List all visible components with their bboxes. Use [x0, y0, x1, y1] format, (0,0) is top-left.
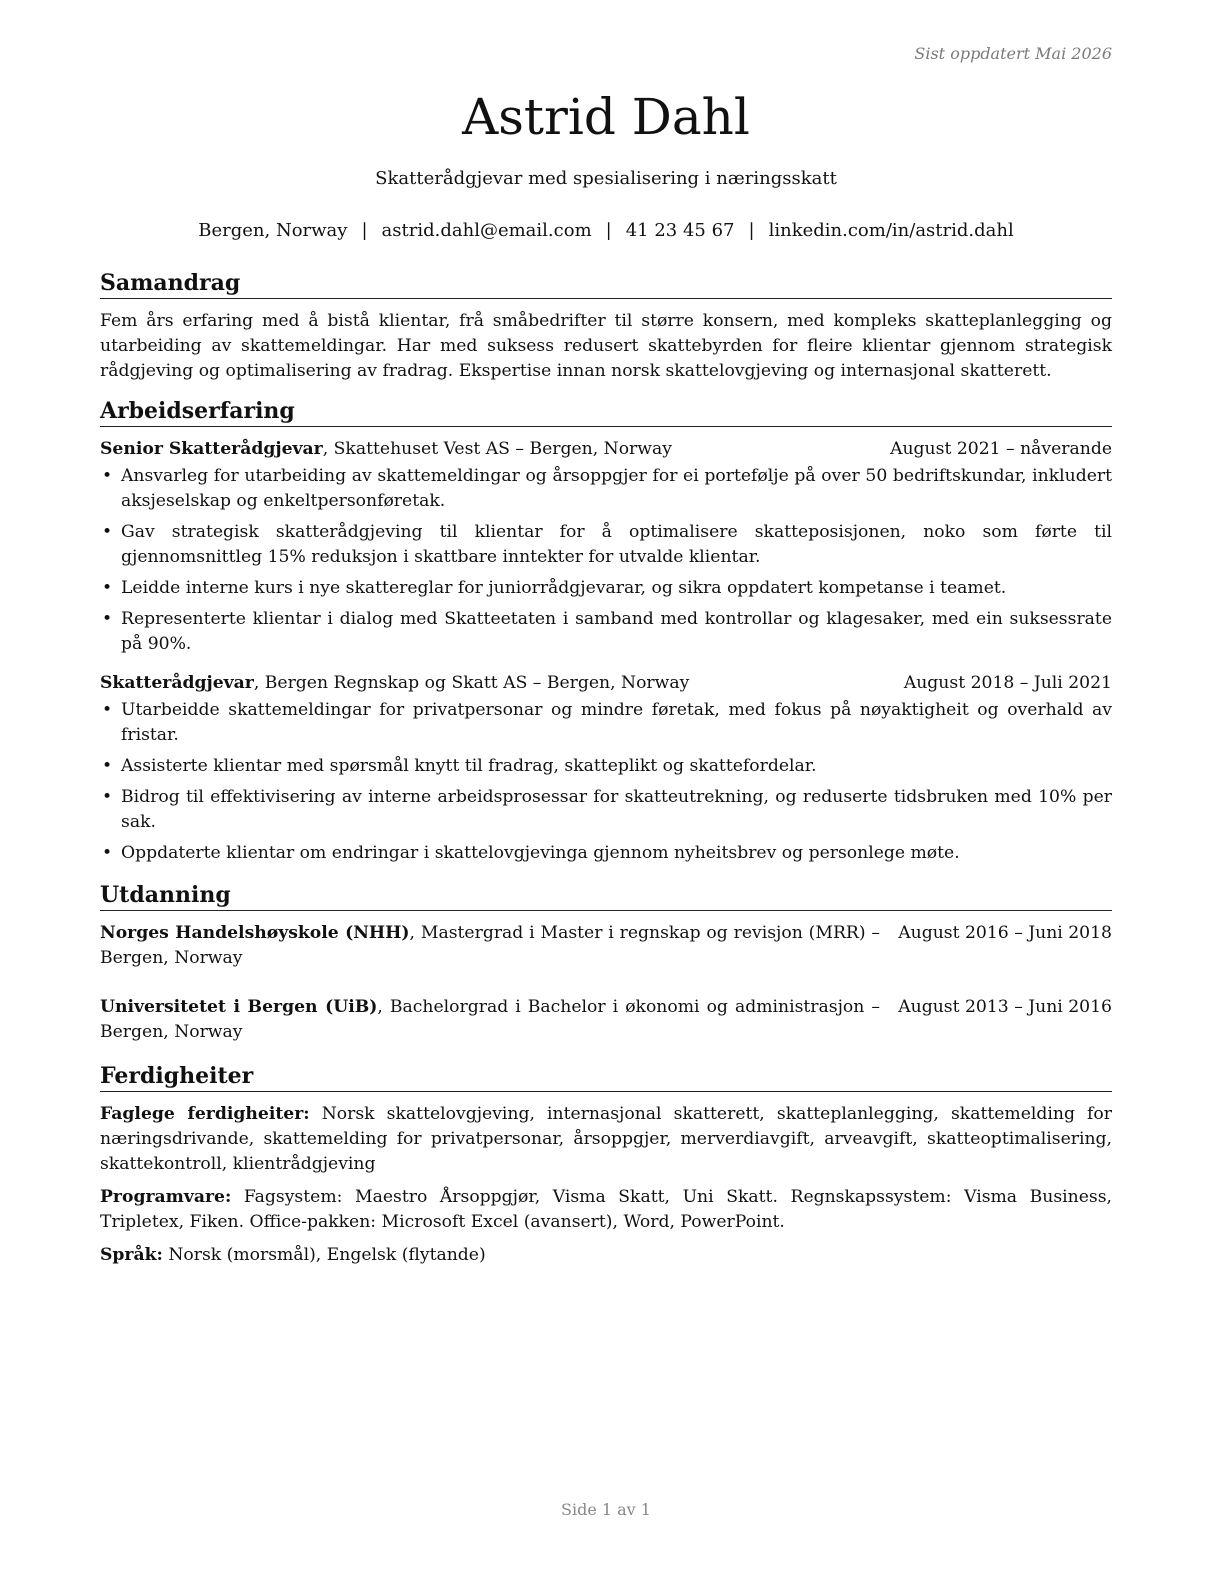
- skill-text: Norsk (morsmål), Engelsk (flytande): [162, 1245, 486, 1265]
- job-bullet: • Bidrog til effektivisering av interne arbeidsprosessar for skatteutrekning, og reduserte tidsbruken med 10% per sak.: [100, 785, 1112, 835]
- last-updated: Sist oppdatert Mai 2026: [914, 44, 1112, 63]
- skill-entry: [100, 1243, 1112, 1268]
- job-dates: August 2018 – Juli 2021: [903, 673, 1112, 693]
- job-bullet: • Oppdaterte klientar om endringar i skattelovgjevinga gjennom nyheitsbrev og personlege møte.: [100, 841, 1112, 866]
- job-header: [100, 437, 1112, 462]
- section-title-experience: Arbeidserfaring: [100, 396, 1112, 427]
- job-title-line: [100, 437, 672, 462]
- candidate-name: Astrid Dahl: [462, 88, 750, 146]
- candidate-subtitle: Skatterådgjevar med spesialisering i næringsskatt: [375, 168, 837, 189]
- summary-text: Fem års erfaring med å bistå klientar, frå småbedrifter til større konsern, med kompleks skatteplanlegging og utarbeiding av skattemeldingar. Har med suksess redusert skattebyrden for fleire klientar gjennom strategisk rådgjeving og optimalisering av fradrag. Ekspertise innan norsk skattelovgjeving og internasjonal skatterett.: [100, 311, 1112, 381]
- page-footer: Side 1 av 1: [561, 1500, 651, 1519]
- job-role: Senior Skatterådgjevar: [100, 439, 323, 459]
- education-section: [100, 880, 1112, 1045]
- job-dates: August 2021 – nåverande: [890, 439, 1112, 459]
- job-list: [100, 437, 1112, 866]
- job-bullet: • Representerte klientar i dialog med Skatteetaten i samband med kontrollar og klagesaker, med ein suksessrate på 90%.: [100, 607, 1112, 657]
- summary-section: [100, 268, 1112, 384]
- resume-page: [100, 0, 1112, 1584]
- skill-label: Faglege ferdigheiter:: [100, 1104, 310, 1124]
- education-entry: [100, 921, 1112, 971]
- contact-separator: |: [605, 220, 612, 241]
- job-title-line: [100, 671, 689, 696]
- education-list: [100, 921, 1112, 1045]
- job-bullets: [100, 698, 1112, 866]
- section-title-skills: Ferdigheiter: [100, 1061, 1112, 1092]
- skill-text: Norsk skattelovgjeving, internasjonal skatterett, skatteplanlegging, skattemelding for næringsdrivande, skattemelding for privatpersonar, årsoppgjer, merverdiavgift, arveavgift, skatteoptimalisering, skattekontroll, klientrådgjeving: [100, 1104, 1112, 1174]
- contact-email[interactable]: astrid.dahl@email.com: [381, 220, 592, 241]
- job-bullet: • Ansvarleg for utarbeiding av skattemeldingar og årsoppgjer for ei portefølje på over 50 bedriftskundar, inkludert aksjeselskap og enkeltpersonføretak.: [100, 464, 1112, 514]
- job-bullet: • Gav strategisk skatterådgjeving til klientar for å optimalisere skatteposisjonen, noko som førte til gjennomsnittleg 15% reduksjon i skattbare inntekter for utvalde klientar.: [100, 520, 1112, 570]
- section-title-education: Utdanning: [100, 880, 1112, 911]
- job-company: , Bergen Regnskap og Skatt AS – Bergen, Norway: [253, 673, 690, 693]
- job-bullet: • Utarbeidde skattemeldingar for privatpersonar og mindre føretak, med fokus på nøyaktigheit og overhald av fristar.: [100, 698, 1112, 748]
- contact-linkedin[interactable]: linkedin.com/in/astrid.dahl: [768, 220, 1014, 241]
- education-school: Universitetet i Bergen (UiB): [100, 997, 378, 1017]
- job-bullets: [100, 464, 1112, 657]
- education-description: [100, 995, 880, 1045]
- education-detail: , Mastergrad i Master i regnskap og revisjon (MRR) – Bergen, Norway: [100, 923, 880, 968]
- education-dates: August 2016 – Juni 2018: [898, 923, 1112, 943]
- skill-label: Programvare:: [100, 1187, 232, 1207]
- skill-label: Språk:: [100, 1245, 163, 1265]
- education-dates: August 2013 – Juni 2016: [898, 997, 1112, 1017]
- education-school: Norges Handelshøyskole (NHH): [100, 923, 410, 943]
- education-detail: , Bachelorgrad i Bachelor i økonomi og administrasjon – Bergen, Norway: [100, 997, 880, 1042]
- job-entry: [100, 671, 1112, 866]
- job-company: , Skattehuset Vest AS – Bergen, Norway: [322, 439, 672, 459]
- section-title-summary: Samandrag: [100, 268, 1112, 299]
- contact-location: Bergen, Norway: [198, 220, 348, 241]
- experience-section: [100, 396, 1112, 866]
- job-role: Skatterådgjevar: [100, 673, 254, 693]
- skills-list: [100, 1102, 1112, 1268]
- skills-section: [100, 1061, 1112, 1268]
- contact-phone[interactable]: 41 23 45 67: [625, 220, 735, 241]
- skill-entry: [100, 1102, 1112, 1177]
- resume-content: [100, 268, 1112, 1280]
- education-entry: [100, 995, 1112, 1045]
- job-header: [100, 671, 1112, 696]
- education-description: [100, 921, 880, 971]
- job-bullet: • Leidde interne kurs i nye skattereglar for juniorrådgjevarar, og sikra oppdatert kompetanse i teamet.: [100, 576, 1112, 601]
- skill-text: Fagsystem: Maestro Årsoppgjør, Visma Skatt, Uni Skatt. Regnskapssystem: Visma Business, Tripletex, Fiken. Office-pakken: Microsoft Excel (avansert), Word, PowerPoint.: [100, 1187, 1112, 1232]
- contact-separator: |: [748, 220, 755, 241]
- contact-line: [100, 219, 1112, 243]
- job-bullet: • Assisterte klientar med spørsmål knytt til fradrag, skatteplikt og skattefordelar.: [100, 754, 1112, 779]
- skill-entry: [100, 1185, 1112, 1235]
- job-entry: [100, 437, 1112, 657]
- contact-separator: |: [361, 220, 368, 241]
